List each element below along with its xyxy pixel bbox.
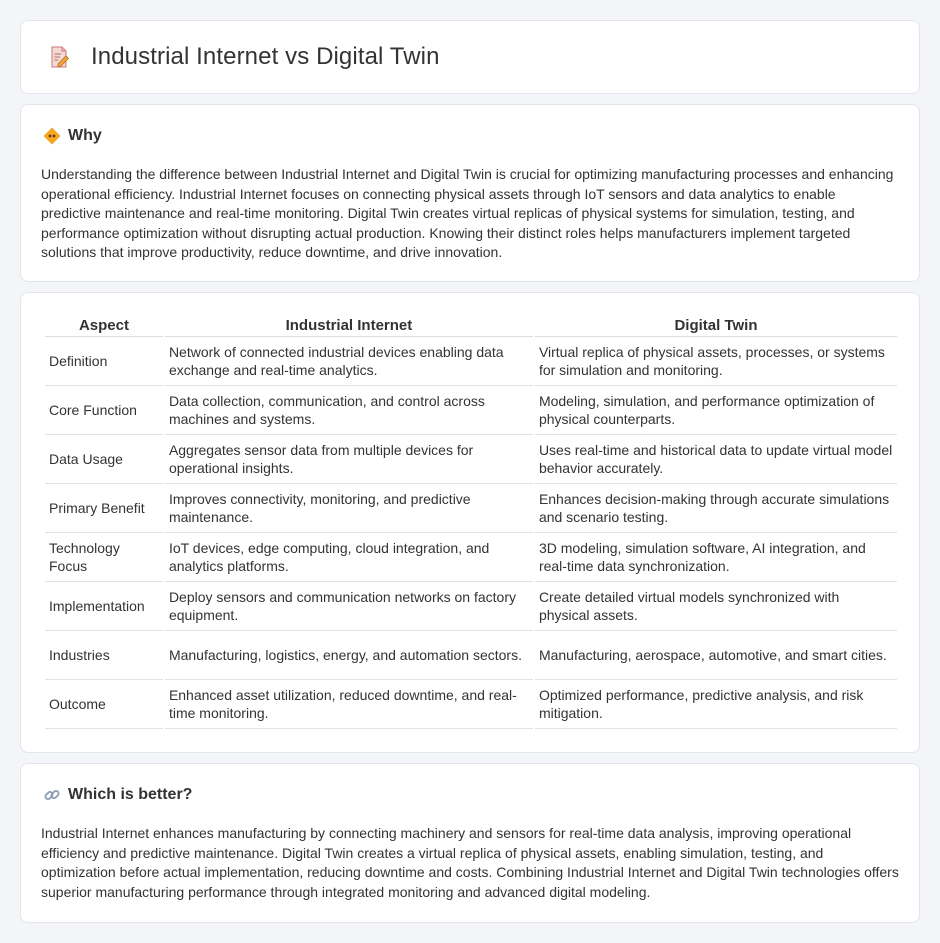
row-digital-twin: Manufacturing, aerospace, automotive, and smart cities. (535, 631, 897, 680)
row-digital-twin: Optimized performance, predictive analysis, and risk mitigation. (535, 680, 897, 729)
row-aspect: Primary Benefit (45, 484, 163, 533)
table-row (45, 337, 897, 386)
column-header-aspect: Aspect (45, 315, 163, 337)
table-row (45, 631, 897, 680)
row-industrial-internet: Network of connected industrial devices enabling data exchange and real-time analytics. (165, 337, 533, 386)
table-row (45, 484, 897, 533)
table-row (45, 582, 897, 631)
row-digital-twin: Modeling, simulation, and performance optimization of physical counterparts. (535, 386, 897, 435)
row-aspect: Core Function (45, 386, 163, 435)
row-aspect: Outcome (45, 680, 163, 729)
title-card (20, 20, 920, 94)
row-aspect: Implementation (45, 582, 163, 631)
column-header-digital-twin: Digital Twin (535, 315, 897, 337)
row-industrial-internet: Improves connectivity, monitoring, and predictive maintenance. (165, 484, 533, 533)
document-edit-icon (47, 45, 71, 69)
row-aspect: Industries (45, 631, 163, 680)
table-row (45, 680, 897, 729)
better-heading: Which is better? (68, 786, 193, 803)
comparison-section (20, 292, 920, 753)
column-header-industrial-internet: Industrial Internet (165, 315, 533, 337)
diamond-info-icon (43, 127, 61, 145)
better-text: Industrial Internet enhances manufacturing by connecting machinery and sensors for real-time data analysis, improving operational efficiency and predictive maintenance. Digital Twin creates a virtual replica of physical assets, enabling simulation, testing, and optimization before actual implementation, reducing downtime and costs. Combining Industrial Internet and Digital Twin technologies offers superior manufacturing performance through integrated monitoring and advanced digital modeling. (41, 825, 899, 900)
row-industrial-internet: IoT devices, edge computing, cloud integration, and analytics platforms. (165, 533, 533, 582)
row-industrial-internet: Aggregates sensor data from multiple devices for operational insights. (165, 435, 533, 484)
row-digital-twin: Virtual replica of physical assets, processes, or systems for simulation and monitoring. (535, 337, 897, 386)
row-aspect: Data Usage (45, 435, 163, 484)
why-text: Understanding the difference between Industrial Internet and Digital Twin is crucial for optimizing manufacturing processes and enhancing operational efficiency. Industrial Internet focuses on connecting physical assets through IoT sensors and data analytics to enable predictive maintenance and real-time monitoring. Digital Twin creates virtual replicas of physical systems for simulation, testing, and performance optimization without disrupting actual production. Knowing their distinct roles helps manufacturers implement targeted solutions that improve productivity, reduce downtime, and drive innovation. (41, 166, 894, 261)
row-digital-twin: 3D modeling, simulation software, AI integration, and real-time data synchronization. (535, 533, 897, 582)
row-digital-twin: Uses real-time and historical data to update virtual model behavior accurately. (535, 435, 897, 484)
row-industrial-internet: Deploy sensors and communication networks on factory equipment. (165, 582, 533, 631)
row-aspect: Technology Focus (45, 533, 163, 582)
row-industrial-internet: Enhanced asset utilization, reduced downtime, and real-time monitoring. (165, 680, 533, 729)
why-heading-row (43, 127, 102, 145)
which-is-better-section (20, 763, 920, 923)
better-heading-row (43, 786, 192, 804)
row-industrial-internet: Manufacturing, logistics, energy, and automation sectors. (165, 631, 533, 680)
why-heading: Why (68, 127, 102, 144)
table-row (45, 533, 897, 582)
table-row (45, 435, 897, 484)
why-section (20, 104, 920, 282)
row-digital-twin: Enhances decision-making through accurate simulations and scenario testing. (535, 484, 897, 533)
link-icon (43, 786, 61, 804)
comparison-table (43, 315, 899, 729)
row-industrial-internet: Data collection, communication, and control across machines and systems. (165, 386, 533, 435)
row-digital-twin: Create detailed virtual models synchronized with physical assets. (535, 582, 897, 631)
table-row (45, 386, 897, 435)
table-header-row (45, 315, 897, 337)
page-title: Industrial Internet vs Digital Twin (91, 43, 440, 70)
row-aspect: Definition (45, 337, 163, 386)
